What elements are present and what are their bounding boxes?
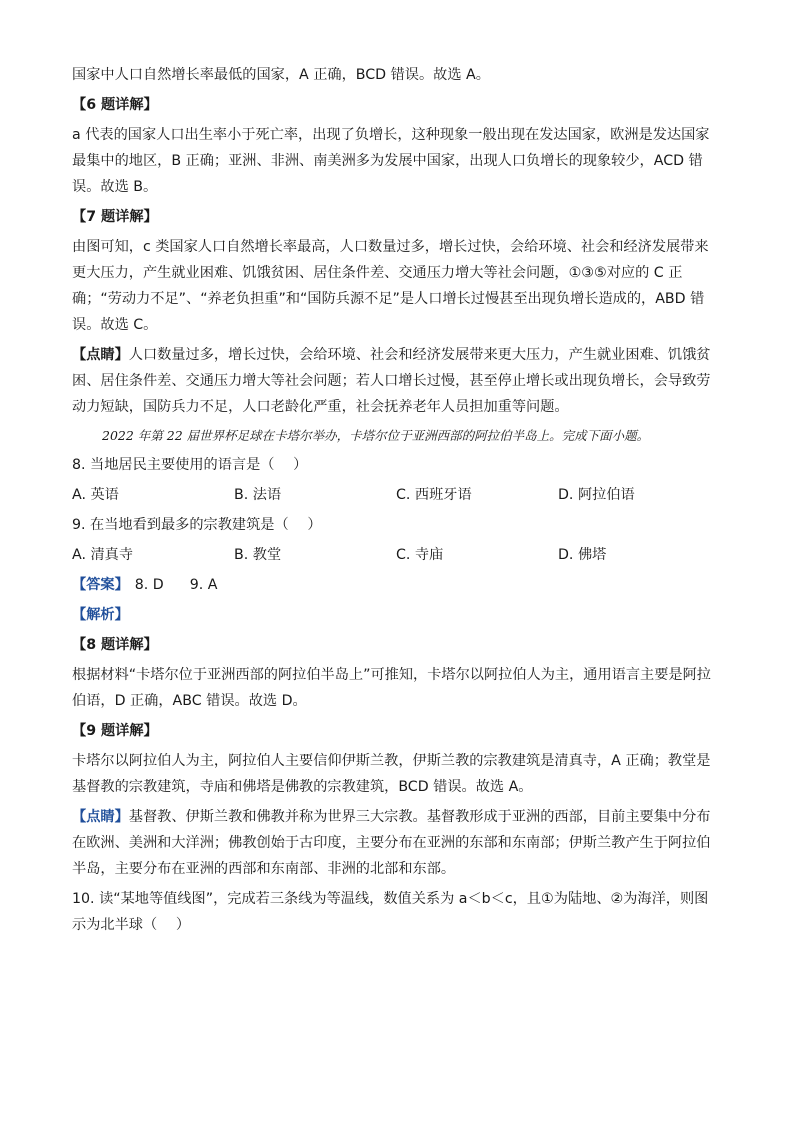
- q6-detail-heading: [72, 92, 722, 118]
- q9-detail-label: 【9 题详解】: [72, 723, 158, 739]
- option-c: C. 西班牙语: [396, 487, 472, 503]
- question-10: 10. 读“某地等值线图”，完成若三条线为等温线，数值关系为 a＜b＜c，且①为陆地、②为海洋，则图示为北半球（ ）: [72, 891, 709, 933]
- q9-detail-text: 卡塔尔以阿拉伯人为主，阿拉伯人主要信仰伊斯兰教，伊斯兰教的宗教建筑是清真寺，A 正确；教堂是基督教的宗教建筑，寺庙和佛塔是佛教的宗教建筑，BCD 错误。故选 A。: [72, 753, 711, 795]
- option-c: C. 寺庙: [396, 547, 444, 563]
- q8-detail-heading: [72, 632, 722, 658]
- analysis-label: 【解析】: [72, 607, 129, 623]
- document-page: [72, 62, 722, 942]
- option-a: A. 清真寺: [72, 547, 134, 563]
- analysis-heading: [72, 602, 722, 628]
- answer-line: [72, 572, 722, 598]
- question-9: 9. 在当地看到最多的宗教建筑是（ ）: [72, 517, 322, 533]
- q6-detail-label: 【6 题详解】: [72, 97, 158, 113]
- option-a: A. 英语: [72, 487, 119, 503]
- key-point-text: 人口数量过多，增长过快，会给环境、社会和经济发展带来更大压力，产生就业困难、饥饿贫困、居住条件差、交通压力增大等社会问题；若人口增长过慢，甚至停止增长或出现负增长，会导致劳动力短缺，国防兵力不足，人口老龄化严重，社会抚养老年人员担加重等问题。: [72, 347, 711, 415]
- answer-label: 【答案】: [72, 577, 129, 593]
- option-b: B. 教堂: [234, 547, 282, 563]
- key-point-paragraph: [72, 804, 722, 882]
- question-group-intro: 2022 年第 22 届世界杯足球在卡塔尔举办，卡塔尔位于亚洲西部的阿拉伯半岛上。完成下面小题。: [102, 428, 650, 443]
- question-9-options: [72, 542, 722, 568]
- answer-9: 9. A: [189, 577, 218, 593]
- question-8-options: [72, 482, 722, 508]
- key-point-text: 基督教、伊斯兰教和佛教并称为世界三大宗教。基督教形成于亚洲的西部，目前主要集中分布在欧洲、美洲和大洋洲；佛教创始于古印度，主要分布在亚洲的东部和东南部；伊斯兰教产生于阿拉伯半岛，主要分布在亚洲的西部和东南部、非洲的北部和东部。: [72, 809, 711, 877]
- question-8: 8. 当地居民主要使用的语言是（ ）: [72, 457, 308, 473]
- q9-detail-heading: [72, 718, 722, 744]
- answer-text: 国家中人口自然增长率最低的国家，A 正确，BCD 错误。故选 A。: [72, 67, 490, 83]
- option-d: D. 阿拉伯语: [558, 487, 635, 503]
- q7-detail-label: 【7 题详解】: [72, 209, 158, 225]
- q7-detail-text: 由图可知，c 类国家人口自然增长率最高，人口数量过多，增长过快，会给环境、社会和经济发展带来更大压力，产生就业困难、饥饿贫困、居住条件差、交通压力增大等社会问题，①③⑤对应的 C 正确；“劳动力不足”、“养老负担重”和“国防兵源不足”是人口增长过慢甚至出现负增长造成的，ABD 错误。故选 C。: [72, 239, 709, 333]
- q6-detail-text: a 代表的国家人口出生率小于死亡率，出现了负增长，这种现象一般出现在发达国家，欧洲是发达国家最集中的地区，B 正确；亚洲、非洲、南美洲多为发展中国家，出现人口负增长的现象较少，ACD 错误。故选 B。: [72, 127, 710, 195]
- q8-detail-label: 【8 题详解】: [72, 637, 158, 653]
- q7-detail-heading: [72, 204, 722, 230]
- key-point-label: 【点睛】: [72, 347, 129, 363]
- q8-detail-text: 根据材料“卡塔尔位于亚洲西部的阿拉伯半岛上”可推知，卡塔尔以阿拉伯人为主，通用语言主要是阿拉伯语，D 正确，ABC 错误。故选 D。: [72, 667, 711, 709]
- answer-8: 8. D: [134, 577, 164, 593]
- key-point-label: 【点睛】: [72, 809, 129, 825]
- option-b: B. 法语: [234, 487, 282, 503]
- option-d: D. 佛塔: [558, 547, 607, 563]
- key-point-paragraph: [72, 342, 722, 420]
